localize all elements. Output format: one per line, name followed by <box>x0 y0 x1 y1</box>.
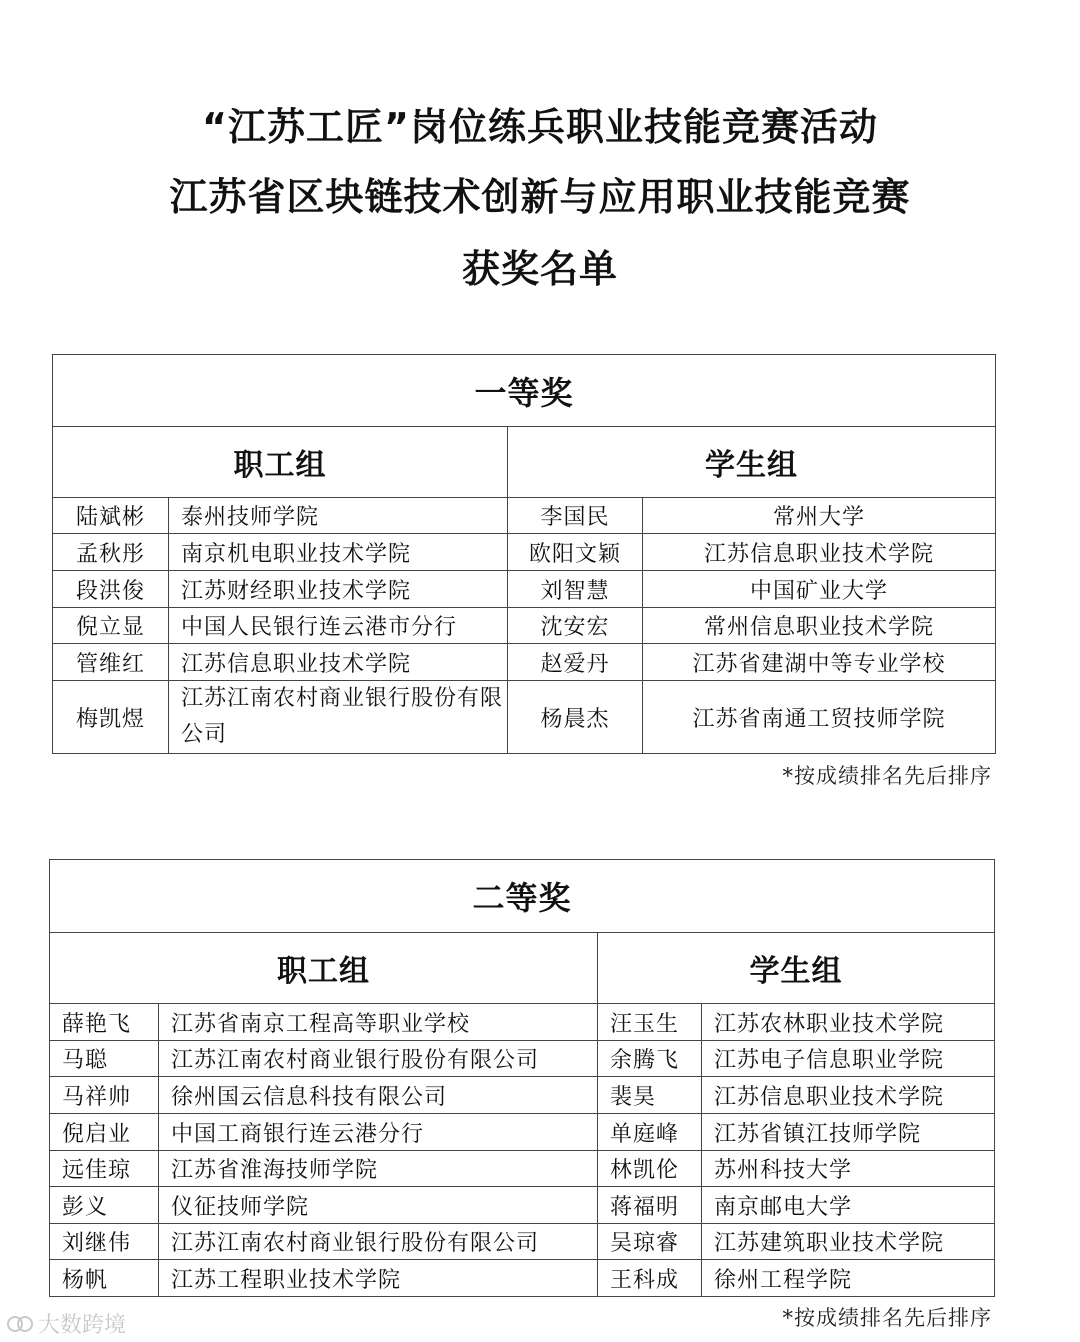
student-name: 王科成 <box>598 1260 702 1297</box>
staff-name: 管维红 <box>53 644 169 681</box>
student-name: 蒋福明 <box>598 1187 702 1224</box>
staff-name: 薛艳飞 <box>50 1004 159 1041</box>
student-name: 吴琼睿 <box>598 1224 702 1260</box>
student-name: 欧阳文颖 <box>508 534 643 571</box>
ranking-note: *按成绩排名先后排序 <box>782 1306 992 1330</box>
student-org: 江苏信息职业技术学院 <box>643 534 996 571</box>
student-name: 汪玉生 <box>598 1004 702 1041</box>
table-row <box>50 1077 995 1114</box>
table-row <box>50 1151 995 1187</box>
student-name: 沈安宏 <box>508 608 643 644</box>
watermark-logo-icon <box>6 1313 34 1335</box>
student-name: 刘智慧 <box>508 571 643 608</box>
ranking-note: *按成绩排名先后排序 <box>782 764 992 788</box>
staff-org: 江苏江南农村商业银行股份有限公司 <box>159 1224 598 1260</box>
table-row <box>53 498 996 534</box>
student-org: 江苏农林职业技术学院 <box>702 1004 995 1041</box>
student-org: 常州大学 <box>643 498 996 534</box>
staff-name: 倪立显 <box>53 608 169 644</box>
table-row <box>50 1114 995 1151</box>
student-group-header: 学生组 <box>598 933 995 1004</box>
table-row <box>50 1187 995 1224</box>
student-org: 苏州科技大学 <box>702 1151 995 1187</box>
staff-name: 杨帆 <box>50 1260 159 1297</box>
student-name: 李国民 <box>508 498 643 534</box>
first-prize-table <box>52 354 996 754</box>
staff-name: 远佳琼 <box>50 1151 159 1187</box>
student-name: 赵爱丹 <box>508 644 643 681</box>
document-title-line-3: 获奖名单 <box>461 247 618 291</box>
student-org: 常州信息职业技术学院 <box>643 608 996 644</box>
student-org: 江苏省南通工贸技师学院 <box>643 681 996 754</box>
second-prize-title: 二等奖 <box>50 860 995 933</box>
student-org: 中国矿业大学 <box>643 571 996 608</box>
staff-name: 段洪俊 <box>53 571 169 608</box>
document-title-line-1: “江苏工匠”岗位练兵职业技能竞赛活动 <box>202 105 878 149</box>
table-row <box>53 644 996 681</box>
staff-name: 梅凯煜 <box>53 681 169 754</box>
staff-name: 马祥帅 <box>50 1077 159 1114</box>
document-title-line-2: 江苏省区块链技术创新与应用职业技能竞赛 <box>169 175 911 219</box>
staff-org: 江苏财经职业技术学院 <box>169 571 508 608</box>
student-name: 单庭峰 <box>598 1114 702 1151</box>
student-org: 江苏建筑职业技术学院 <box>702 1224 995 1260</box>
table-row <box>50 1041 995 1077</box>
staff-org: 仪征技师学院 <box>159 1187 598 1224</box>
student-org: 江苏信息职业技术学院 <box>702 1077 995 1114</box>
student-org: 徐州工程学院 <box>702 1260 995 1297</box>
staff-org: 江苏省南京工程高等职业学校 <box>159 1004 598 1041</box>
table-row <box>53 571 996 608</box>
staff-name: 马聪 <box>50 1041 159 1077</box>
student-name: 林凯伦 <box>598 1151 702 1187</box>
second-prize-table <box>49 859 995 1297</box>
staff-group-header: 职工组 <box>50 933 598 1004</box>
staff-name: 彭义 <box>50 1187 159 1224</box>
table-row <box>50 1224 995 1260</box>
staff-group-header: 职工组 <box>53 427 508 498</box>
staff-org: 徐州国云信息科技有限公司 <box>159 1077 598 1114</box>
staff-name: 陆斌彬 <box>53 498 169 534</box>
student-org: 南京邮电大学 <box>702 1187 995 1224</box>
staff-org: 江苏江南农村商业银行股份有限公司 <box>159 1041 598 1077</box>
student-org: 江苏电子信息职业学院 <box>702 1041 995 1077</box>
staff-org: 中国工商银行连云港分行 <box>159 1114 598 1151</box>
staff-org: 江苏工程职业技术学院 <box>159 1260 598 1297</box>
table-row <box>50 1004 995 1041</box>
table-row <box>53 608 996 644</box>
staff-org: 江苏信息职业技术学院 <box>169 644 508 681</box>
student-name: 裴昊 <box>598 1077 702 1114</box>
staff-name: 倪启业 <box>50 1114 159 1151</box>
student-name: 杨晨杰 <box>508 681 643 754</box>
staff-org: 江苏省淮海技师学院 <box>159 1151 598 1187</box>
watermark <box>6 1308 126 1339</box>
student-org: 江苏省镇江技师学院 <box>702 1114 995 1151</box>
staff-name: 刘继伟 <box>50 1224 159 1260</box>
staff-org: 南京机电职业技术学院 <box>169 534 508 571</box>
staff-org: 泰州技师学院 <box>169 498 508 534</box>
student-name: 余腾飞 <box>598 1041 702 1077</box>
first-prize-title: 一等奖 <box>53 355 996 427</box>
staff-name: 孟秋彤 <box>53 534 169 571</box>
student-org: 江苏省建湖中等专业学校 <box>643 644 996 681</box>
student-group-header: 学生组 <box>508 427 996 498</box>
table-row <box>53 534 996 571</box>
watermark-text: 大数跨境 <box>38 1313 127 1338</box>
table-row <box>50 1260 995 1297</box>
table-row <box>53 681 996 754</box>
staff-org: 江苏江南农村商业银行股份有限公司 <box>169 681 508 754</box>
staff-org: 中国人民银行连云港市分行 <box>169 608 508 644</box>
